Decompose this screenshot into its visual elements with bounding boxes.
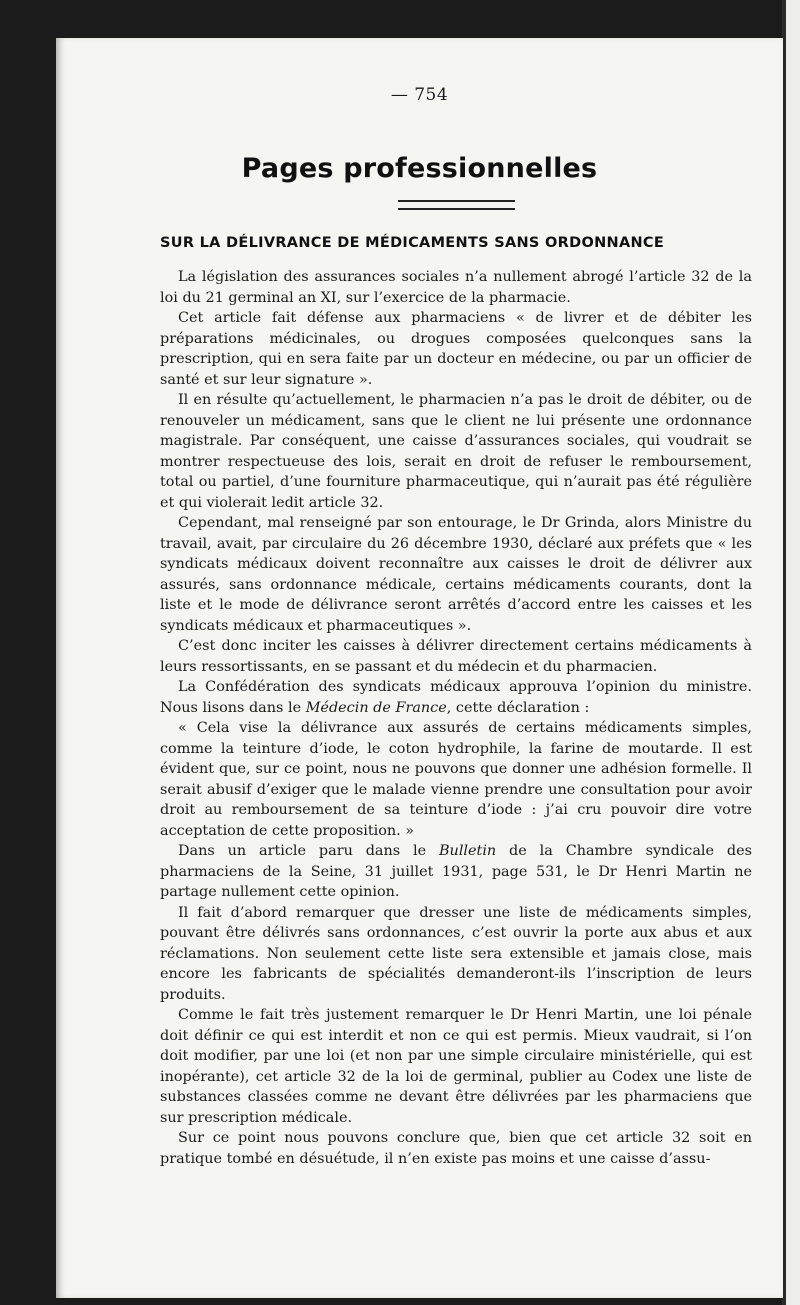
paragraph-6-start: La Confédération des syndicats médicaux approuva l’opinion du ministre. Nous lisons dans le	[160, 679, 752, 716]
adjacent-page-edge	[782, 0, 800, 1305]
paragraph-2: Cet article fait défense aux pharmaciens « de livrer et de débiter les préparations médicinales, ou drogues composées quelconques sans la prescription, qui en sera faite par un docteur en médecine, ou par un officier de santé et sur leur signature ».	[160, 310, 752, 388]
paragraph-6	[160, 677, 752, 718]
document-page	[56, 38, 783, 1298]
paragraph-8	[160, 841, 752, 903]
paragraph-6-end: , cette déclaration :	[446, 699, 590, 716]
paragraph-11: Sur ce point nous pouvons conclure que, bien que cet article 32 soit en pratique tombé en désuétude, il n’en existe pas moins et une caisse d’assu-	[160, 1130, 752, 1167]
bulletin-title: Bulletin	[438, 843, 497, 859]
paragraph-7-quote: « Cela vise la délivrance aux assurés de certains médicaments simples, comme la teinture d’iode, le coton hydrophile, la farine de moutarde. Il est évident que, sur ce point, nous ne pouvons que donner une adhésion formelle. Il serait abusif d’exiger que le malade vienne prendre une consultation pour avoir droit au remboursement de sa teinture d’iode : j’ai cru pouvoir dire votre acceptation de cette proposition. »	[160, 720, 752, 839]
journal-title: Médecin de France	[305, 699, 447, 716]
paragraph-5: C’est donc inciter les caisses à délivrer directement certains médicaments à leurs ressortissants, en se passant et du médecin et du pharmacien.	[160, 638, 752, 675]
paragraph-8-end: de la Chambre syndicale des pharmaciens de la Seine, 31 juillet 1931, page 531, le Dr Henri Martin ne partage nullement cette opinion.	[160, 843, 752, 900]
paragraph-4: Cependant, mal renseigné par son entourage, le Dr Grinda, alors Ministre du travail, avait, par circulaire du 26 décembre 1930, déclaré aux préfets que « les syndicats médicaux doivent reconnaître aux caisses le droit de délivrer aux assurés, sans ordonnance médicale, certains médicaments courants, dont la liste et le mode de délivrance seront arrêtés d’accord entre les caisses et les syndicats médicaux et pharmaceutiques ».	[160, 515, 752, 634]
page-number: — 754	[390, 85, 449, 105]
paragraph-1: La législation des assurances sociales n’a nullement abrogé l’article 32 de la loi du 21 germinal an XI, sur l’exercice de la pharmacie.	[160, 269, 752, 306]
paragraph-9: Il fait d’abord remarquer que dresser une liste de médicaments simples, pouvant être délivrés sans ordonnances, c’est ouvrir la porte aux abus et aux réclamations. Non seulement cette liste sera extensible et jamais close, mais encore les fabricants de spécialités demanderont-ils l’inscription de leurs produits.	[160, 904, 752, 1003]
section-title: Pages professionnelles	[241, 153, 598, 184]
article-body	[160, 267, 752, 1169]
article-title: SUR LA DÉLIVRANCE DE MÉDICAMENTS SANS ORDONNANCE	[160, 235, 665, 251]
paragraph-3: Il en résulte qu’actuellement, le pharmacien n’a pas le droit de débiter, ou de renouveler un médicament, sans que le client ne lui présente une ordonnance magistrale. Par conséquent, une caisse d’assurances sociales, qui voudrait se montrer respectueuse des lois, serait en droit de refuser le remboursement, total ou partiel, d’une fourniture pharmaceutique, qui n’aurait pas été régulière et qui violerait ledit article 32.	[160, 392, 752, 511]
paragraph-8-start: Dans un article paru dans le	[178, 843, 439, 859]
title-double-rule	[398, 200, 515, 210]
paragraph-10: Comme le fait très justement remarquer le Dr Henri Martin, une loi pénale doit définir ce qui est interdit et non ce qui est permis. Mieux vaudrait, si l’on doit modifier, par une loi (et non par une simple circulaire ministérielle, qui est inopérante), cet article 32 de la loi de germinal, publier au Codex une liste de substances classées comme ne devant être délivrées par les pharmaciens que sur prescription médicale.	[160, 1007, 752, 1126]
